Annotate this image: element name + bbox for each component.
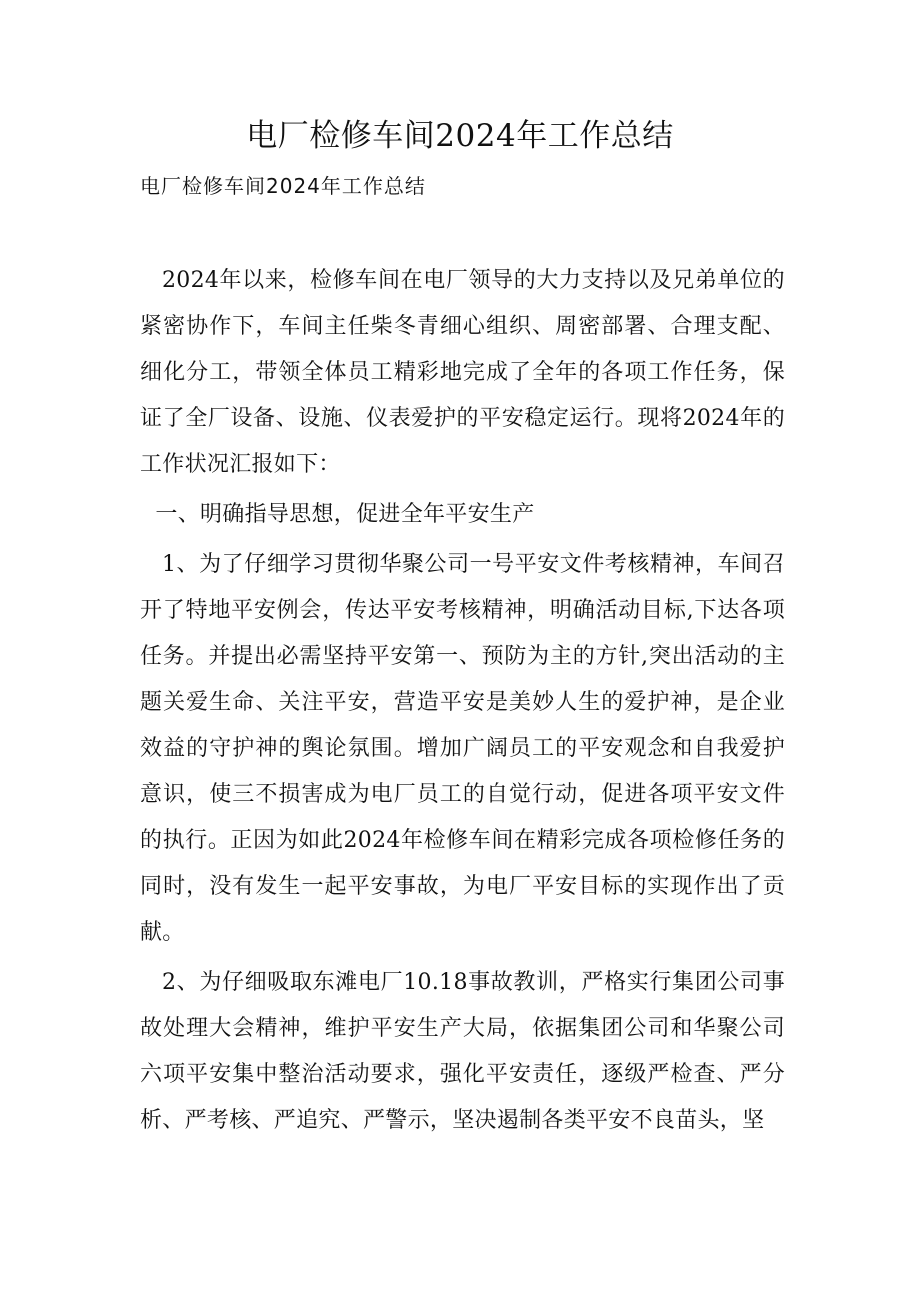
document-subtitle: 电厂检修车间2024年工作总结 [140,174,426,198]
document-body [140,258,785,1148]
paragraph-item-1: 1、为了仔细学习贯彻华聚公司一号平安文件考核精神，车间召开了特地平安例会，传达平安考核精神，明确活动目标,下达各项任务。并提出必需坚持平安第一、预防为主的方针,突出活动的主题关爱生命、关注平安，营造平安是美妙人生的爱护神，是企业效益的守护神的舆论氛围。增加广阔员工的平安观念和自我爱护意识，使三不损害成为电厂员工的自觉行动，促进各项平安文件的执行。正因为如此2024年检修车间在精彩完成各项检修任务的同时，没有发生一起平安事故，为电厂平安目标的实现作出了贡献。 [140,552,785,945]
section-heading-1: 一、明确指导思想，促进全年平安生产 [155,502,535,527]
paragraph-intro: 2024年以来，检修车间在电厂领导的大力支持以及兄弟单位的紧密协作下，车间主任柴冬青细心组织、周密部署、合理支配、细化分工，带领全体员工精彩地完成了全年的各项工作任务，保证了全厂设备、设施、仪表爱护的平安稳定运行。现将2024年的工作状况汇报如下： [140,268,785,477]
paragraph-item-2: 2、为仔细吸取东滩电厂10.18事故教训，严格实行集团公司事故处理大会精神，维护平安生产大局，依据集团公司和华聚公司六项平安集中整治活动要求，强化平安责任，逐级严检查、严分析、严考核、严追究、严警示，坚决遏制各类平安不良苗头，坚 [140,970,785,1133]
document-title: 电厂检修车间2024年工作总结 [246,118,674,154]
